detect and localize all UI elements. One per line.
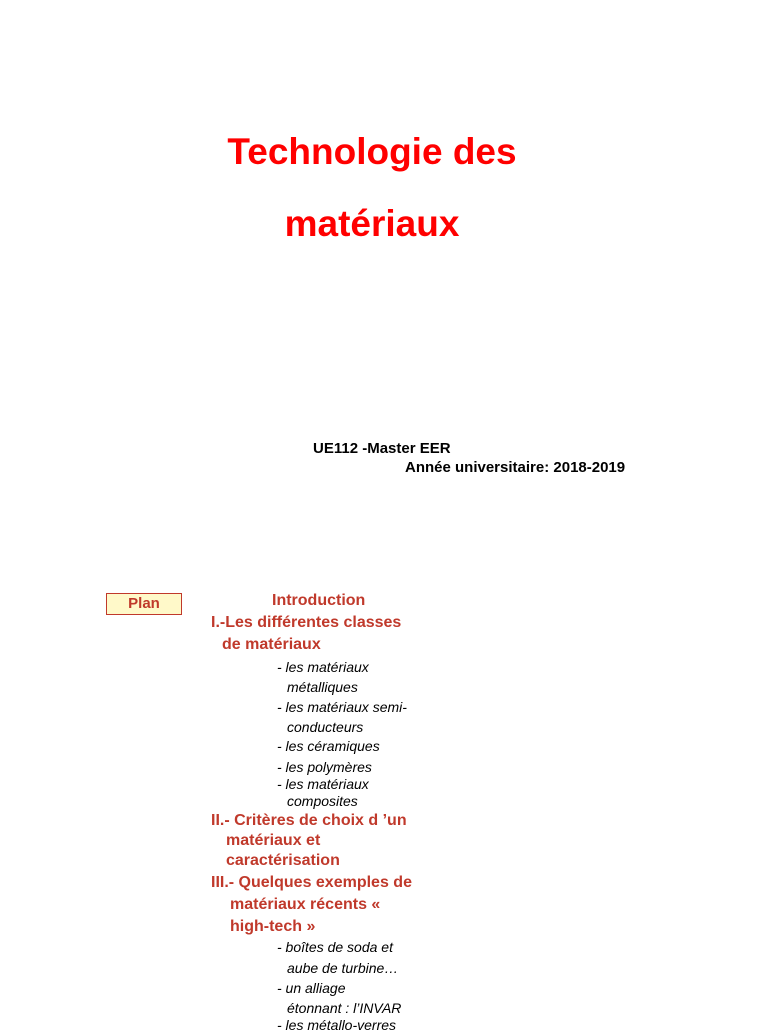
title-line-2: matériaux bbox=[284, 203, 460, 244]
section-3-item: aube de turbine… bbox=[287, 960, 399, 976]
section-3-item: - les métallo-verres bbox=[277, 1017, 397, 1033]
academic-year: Année universitaire: 2018-2019 bbox=[405, 459, 626, 476]
section-3-heading-line-2: matériaux récents « bbox=[230, 896, 381, 913]
section-2-heading-line-1: II.- Critères de choix d ’un bbox=[211, 812, 407, 829]
section-2-heading-line-3: caractérisation bbox=[226, 852, 340, 869]
section-1-item: - les céramiques bbox=[277, 738, 380, 754]
course-label: UE112 -Master EER bbox=[313, 440, 451, 457]
plan-label-box: Plan bbox=[106, 593, 182, 615]
section-1-item: - les matériaux semi- bbox=[277, 699, 407, 715]
section-1-heading-line-1: I.-Les différentes classes bbox=[211, 614, 402, 631]
section-1-item: conducteurs bbox=[287, 719, 364, 735]
section-3-item: - un alliage bbox=[277, 980, 346, 996]
section-3-heading-line-3: high-tech » bbox=[230, 918, 316, 935]
section-3-item: étonnant : l’INVAR bbox=[287, 1000, 402, 1016]
section-1-item: métalliques bbox=[287, 679, 358, 695]
section-1-heading-line-2: de matériaux bbox=[222, 636, 321, 653]
section-3-item: - boîtes de soda et bbox=[277, 939, 393, 955]
title-line-1: Technologie des bbox=[227, 131, 517, 172]
plan-introduction: Introduction bbox=[272, 592, 366, 609]
section-1-item: - les polymères bbox=[277, 759, 372, 775]
section-1-item: - les matériaux bbox=[277, 659, 369, 675]
section-1-item: - les matériaux bbox=[277, 776, 369, 792]
section-1-item: composites bbox=[287, 793, 358, 809]
section-2-heading-line-2: matériaux et bbox=[226, 832, 321, 849]
section-3-heading-line-1: III.- Quelques exemples de bbox=[211, 874, 412, 891]
